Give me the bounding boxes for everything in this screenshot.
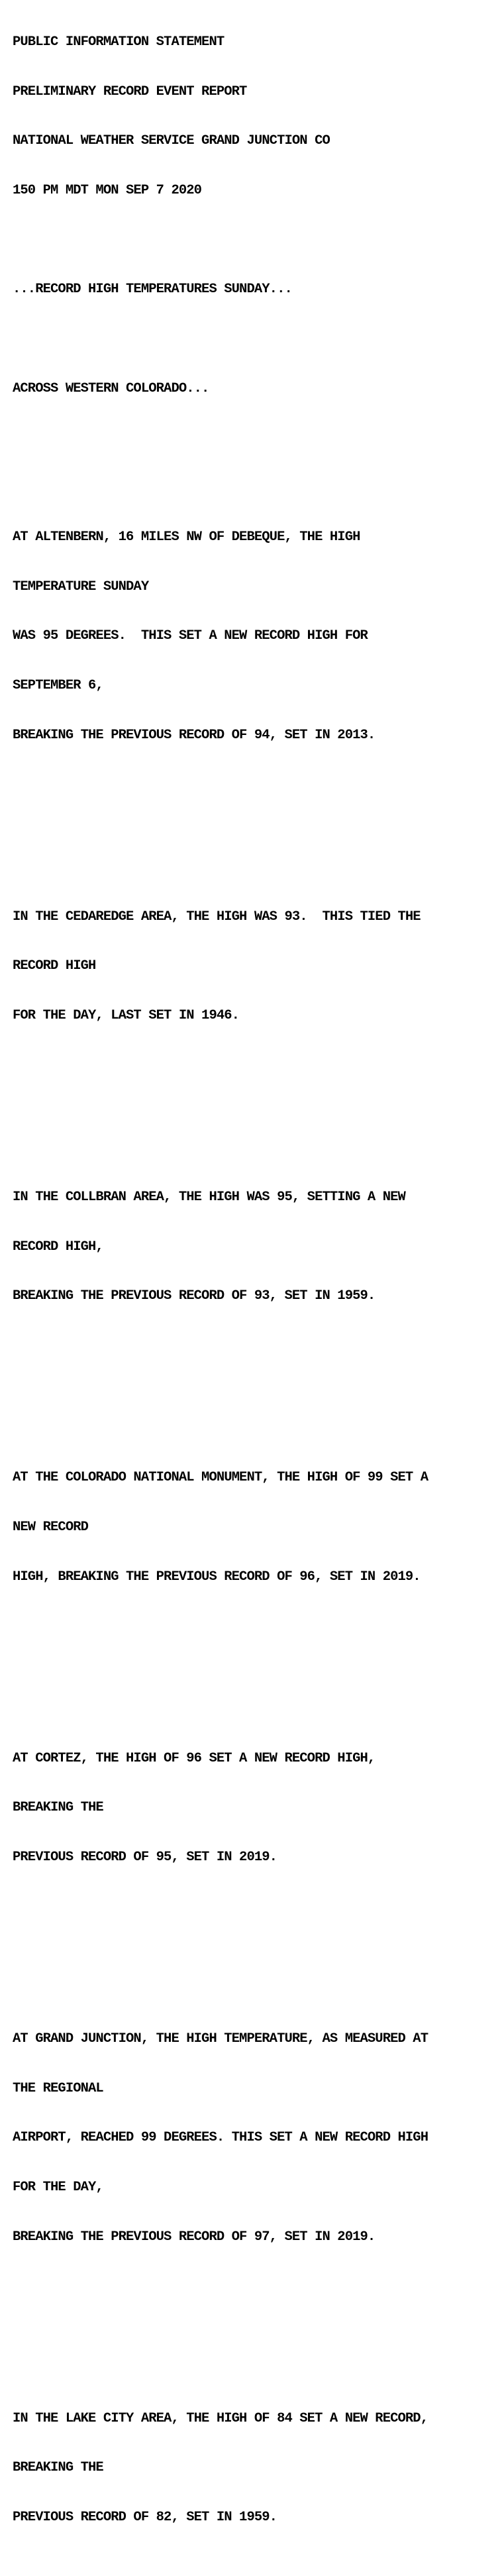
- region-heading: ACROSS WESTERN COLORADO...: [13, 380, 209, 396]
- spacer: [13, 1932, 499, 1949]
- headline: ...RECORD HIGH TEMPERATURES SUNDAY...: [13, 282, 292, 298]
- report-type: PRELIMINARY RECORD EVENT REPORT: [13, 84, 247, 99]
- paragraph-line: PREVIOUS RECORD OF 95, SET IN 2019.: [13, 1850, 277, 1866]
- paragraph-line: WAS 95 DEGREES. THIS SET A NEW RECORD HIGH FOR: [13, 628, 368, 644]
- paragraph-altenbern: [13, 496, 499, 777]
- paragraph-line: AIRPORT, REACHED 99 DEGREES. THIS SET A NEW RECORD HIGH: [13, 2130, 428, 2146]
- paragraph-line: AT THE COLORADO NATIONAL MONUMENT, THE HIGH OF 99 SET A: [13, 1470, 428, 1486]
- spacer: [13, 233, 499, 249]
- paragraph-line: BREAKING THE PREVIOUS RECORD OF 94, SET IN 2013.: [13, 727, 376, 743]
- spacer: [13, 810, 499, 826]
- paragraph-line: AT GRAND JUNCTION, THE HIGH TEMPERATURE, AS MEASURED AT: [13, 2031, 428, 2046]
- paragraph-line: IN THE COLLBRAN AREA, THE HIGH WAS 95, SETTING A NEW: [13, 1189, 405, 1205]
- spacer: [13, 430, 499, 447]
- paragraph-line: TEMPERATURE SUNDAY: [13, 579, 149, 594]
- paragraph-line: HIGH, BREAKING THE PREVIOUS RECORD OF 96, SET IN 2019.: [13, 1569, 421, 1585]
- statement-document: [13, 1, 499, 2576]
- paragraph-line: FOR THE DAY, LAST SET IN 1946.: [13, 1008, 240, 1024]
- spacer: [13, 1652, 499, 1668]
- spacer: [13, 1371, 499, 1388]
- paragraph-grand-junction: [13, 1998, 499, 2278]
- paragraph-collbran: [13, 1156, 499, 1338]
- paragraph-cedaredge: [13, 876, 499, 1058]
- paragraph-line: AT ALTENBERN, 16 MILES NW OF DEBEQUE, THE HIGH: [13, 529, 360, 545]
- paragraph-line: PREVIOUS RECORD OF 82, SET IN 1959.: [13, 2510, 277, 2526]
- issue-time: 150 PM MDT MON SEP 7 2020: [13, 182, 202, 198]
- paragraph-colorado-national-monument: [13, 1437, 499, 1618]
- paragraph-line: BREAKING THE PREVIOUS RECORD OF 97, SET IN 2019.: [13, 2229, 376, 2245]
- paragraph-line: RECORD HIGH,: [13, 1239, 103, 1255]
- paragraph-line: BREAKING THE PREVIOUS RECORD OF 93, SET IN 1959.: [13, 1288, 376, 1304]
- spacer: [13, 1091, 499, 1107]
- issuing-office: NATIONAL WEATHER SERVICE GRAND JUNCTION CO: [13, 133, 330, 149]
- paragraph-line: IN THE CEDAREDGE AREA, THE HIGH WAS 93. THIS TIED THE: [13, 909, 421, 924]
- spacer: [13, 331, 499, 348]
- paragraph-line: IN THE LAKE CITY AREA, THE HIGH OF 84 SET A NEW RECORD,: [13, 2410, 428, 2426]
- paragraph-line: THE REGIONAL: [13, 2080, 103, 2096]
- paragraph-lake-city: [13, 2378, 499, 2559]
- statement-title: PUBLIC INFORMATION STATEMENT: [13, 34, 225, 50]
- paragraph-line: SEPTEMBER 6,: [13, 677, 103, 693]
- paragraph-line: BREAKING THE: [13, 2460, 103, 2476]
- paragraph-line: BREAKING THE: [13, 1800, 103, 1816]
- paragraph-line: FOR THE DAY,: [13, 2180, 103, 2196]
- paragraph-line: NEW RECORD: [13, 1520, 89, 1535]
- paragraph-cortez: [13, 1718, 499, 1899]
- spacer: [13, 2312, 499, 2328]
- paragraph-line: RECORD HIGH: [13, 958, 96, 974]
- paragraph-line: AT CORTEZ, THE HIGH OF 96 SET A NEW RECORD HIGH,: [13, 1750, 376, 1766]
